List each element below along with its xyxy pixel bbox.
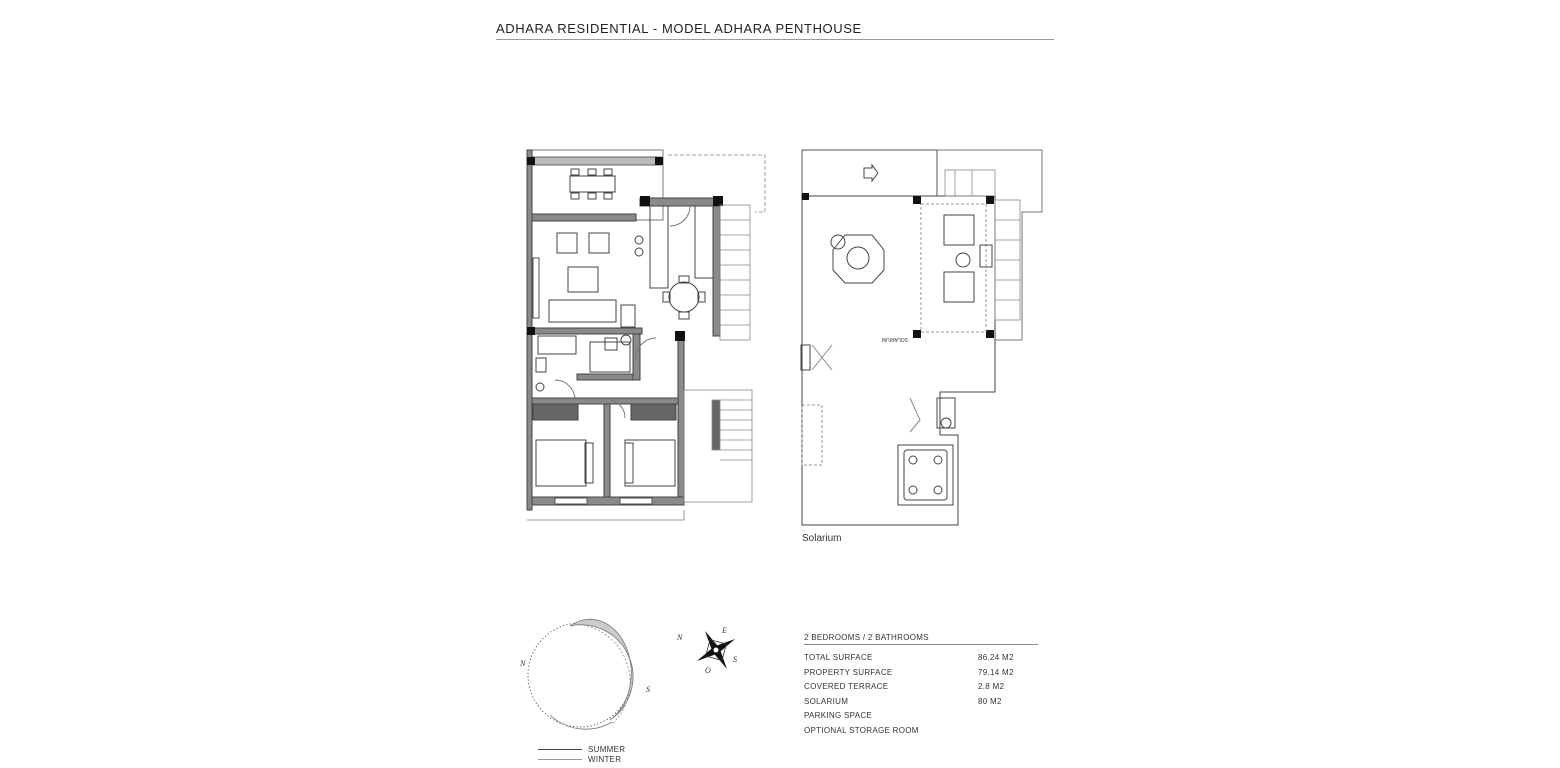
table-row — [804, 666, 1038, 681]
page-title: ADHARA RESIDENTIAL - MODEL ADHARA PENTHOUSE — [496, 21, 862, 36]
wardrobe — [631, 404, 676, 420]
floor-plan-solarium — [801, 150, 1042, 525]
coffee-table — [568, 267, 598, 292]
kitchen-counter — [650, 206, 668, 288]
row-label: COVERED TERRACE — [804, 682, 889, 692]
row-label: PARKING SPACE — [804, 711, 873, 721]
arrow-icon — [864, 165, 878, 181]
lounger — [944, 215, 974, 245]
solarium-floor-label: SOLARIUM — [881, 336, 908, 342]
table-row — [804, 724, 1038, 739]
compass-south-label: S — [733, 655, 737, 664]
surface-table — [804, 632, 1038, 739]
outdoor-table — [833, 235, 884, 283]
terrace-railing — [533, 157, 661, 165]
bathtub — [538, 336, 576, 354]
row-label: SOLARIUM — [804, 696, 849, 706]
kitchen-counter — [695, 206, 713, 278]
legend-winter — [538, 754, 625, 764]
solarium-caption: Solarium — [802, 533, 842, 544]
row-value: 79.14 M2 — [978, 667, 1014, 677]
table-row — [804, 680, 1038, 695]
winter-label: WINTER — [588, 754, 622, 764]
lounger — [944, 272, 974, 302]
legend-summer — [538, 744, 625, 754]
sun-path-diagram — [519, 619, 650, 729]
row-value — [978, 724, 1038, 739]
compass-rose — [686, 620, 746, 680]
sun-legend — [538, 744, 625, 764]
sofa — [549, 300, 616, 322]
jacuzzi — [898, 445, 953, 505]
table-row — [804, 695, 1038, 710]
compass-west-label: O — [705, 666, 711, 675]
sun-south-label: S — [646, 685, 650, 694]
row-value — [978, 709, 1038, 724]
bed — [536, 440, 586, 486]
armchair — [557, 233, 577, 253]
summer-line — [538, 749, 582, 750]
row-value: 80 M2 — [978, 696, 1002, 706]
summer-label: SUMMER — [588, 744, 626, 754]
row-value: 86.24 M2 — [978, 653, 1014, 662]
row-label: TOTAL SURFACE — [804, 653, 873, 662]
rooms-heading: 2 BEDROOMS / 2 BATHROOMS — [804, 633, 929, 642]
wardrobe — [533, 404, 578, 420]
armchair — [589, 233, 609, 253]
dining-table — [669, 282, 699, 312]
sun-north-label: N — [520, 659, 526, 668]
floor-plan-main — [527, 150, 765, 520]
pergola — [921, 204, 986, 332]
winter-line — [538, 759, 582, 760]
table-divider — [804, 644, 1038, 645]
table-row — [804, 651, 1038, 666]
terrace-table — [570, 176, 615, 192]
compass-north-label: N — [677, 633, 683, 642]
row-label: OPTIONAL STORAGE ROOM — [804, 725, 919, 735]
compass-east-label: E — [722, 626, 727, 635]
table-row — [804, 709, 1038, 724]
row-label: PROPERTY SURFACE — [804, 667, 893, 677]
row-value: 2.8 M2 — [978, 682, 1005, 692]
